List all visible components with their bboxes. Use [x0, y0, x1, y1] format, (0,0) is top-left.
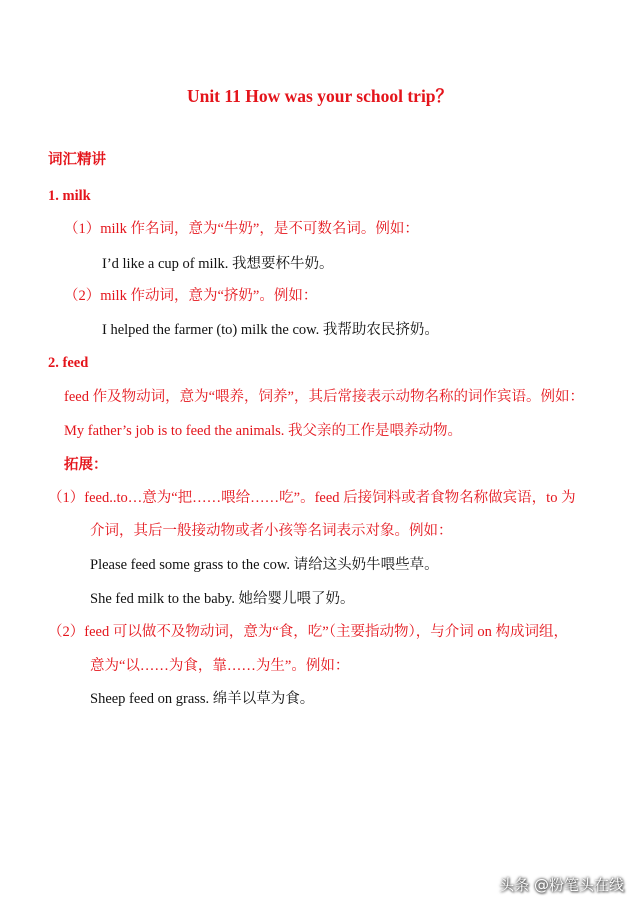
milk-verb-example: I helped the farmer (to) milk the cow. 我帮助农民挤奶。 [102, 322, 439, 338]
feed-ext2-line1: （2）feed 可以做不及物动词，意为“食，吃”（主要指动物），与介词 on 构成词组， [48, 624, 568, 640]
feed-definition-example: My father’s job is to feed the animals. 我父亲的工作是喂养动物。 [64, 423, 463, 439]
feed-ext1-line2: 介词，其后一般接动物或者小孩等名词表示对象。例如： [90, 523, 453, 539]
feed-ext1-example1: Please feed some grass to the cow. 请给这头奶牛喂些草。 [90, 557, 439, 573]
feed-ext1-line1: （1）feed..to…意为“把……喂给……吃”。feed 后接饲料或者食物名称做宾语，to 为 [48, 490, 576, 506]
milk-heading: 1. milk [48, 188, 91, 204]
milk-noun-example: I’d like a cup of milk. 我想要杯牛奶。 [102, 256, 334, 272]
extension-label: 拓展： [64, 457, 108, 473]
milk-noun-usage: （1）milk 作名词，意为“牛奶”，是不可数名词。例如： [64, 221, 419, 237]
feed-definition: feed 作及物动词，意为“喂养，饲养”，其后常接表示动物名称的词作宾语。例如： [64, 389, 584, 405]
milk-verb-usage: （2）milk 作动词，意为“挤奶”。例如： [64, 288, 318, 304]
page-title: Unit 11 How was your school trip？ [186, 86, 454, 106]
feed-ext2-line2: 意为“以……为食，靠……为生”。例如： [90, 658, 350, 674]
feed-ext2-example1: Sheep feed on grass. 绵羊以草为食。 [90, 691, 315, 707]
watermark: 头条 @粉笔头在线 [499, 876, 624, 894]
feed-heading: 2. feed [48, 355, 89, 371]
feed-ext1-example2: She fed milk to the baby. 她给婴儿喂了奶。 [90, 591, 355, 607]
section-heading: 词汇精讲 [48, 152, 106, 168]
